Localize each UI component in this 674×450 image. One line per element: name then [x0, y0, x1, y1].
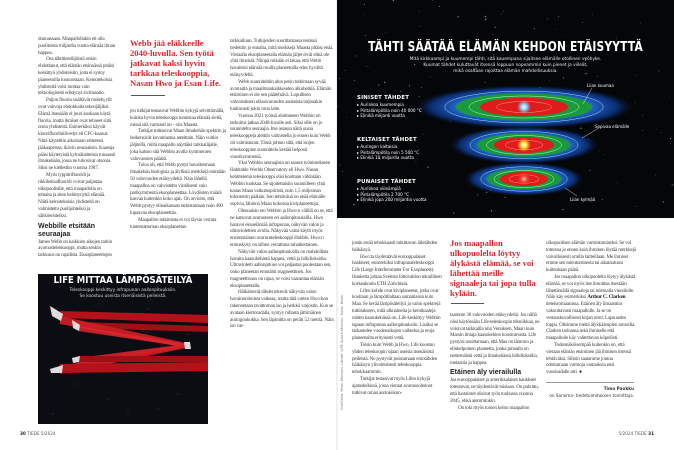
background-star — [339, 78, 340, 79]
star-fact: ▸ Pintalämpötila noin 40 000 °C — [357, 107, 422, 113]
divider — [451, 303, 484, 304]
highlighted-name: Arthur C. Clarken — [587, 294, 626, 301]
star-type-name: SINISET TÄHDET — [357, 95, 410, 101]
background-star — [563, 77, 564, 78]
paragraph: Lifen kohde ovat kiviplaneetat, jotka ovat kooltaan ja lämpötilaltaan samanlaisia kuin Maa. Se kerää lämpösäteilyä ja valon spektrejä tutkitakseen, mitä alkuaineita ja kemikaaleja niiden kaasukehässä on. Life keskittyy Webbin tapaan infrapunan aallonpituuksiin. Lisäksi se tarkastelee vuodenaikojen vaihtelua ja eroja planeetoilta erityisesti vettä. — [352, 287, 441, 342]
background-star — [393, 0, 394, 1]
background-star — [669, 97, 670, 98]
star-type-red — [357, 179, 427, 203]
background-star — [342, 171, 343, 172]
background-star — [415, 161, 416, 162]
background-star — [671, 143, 672, 144]
background-star — [417, 162, 418, 163]
paragraph: Jos maapallon ulkopuolelta löytyy älykästä elämää, se voi myös itse ilmoittaa itsestään lähettämällä signaaleja tai tulemalla vierailulle. Näin käy esimerkiksi — [546, 273, 636, 301]
background-star — [635, 206, 636, 207]
background-star — [655, 175, 656, 176]
red-star-system — [464, 162, 584, 196]
star-type-name: KELTAISET TÄHDET — [357, 137, 417, 143]
paragraph: Yksi Webbin seuraajista on saanut työnimekseen Habitable Worlds Observatory eli Hwo. Nasan kehittelemä teleskooppi olisi kooltaan vähintään Webbin luokkaa. Se sijoitettaisiin suunnilleen yhtä kauas Maan vaikutuspiiristä, noin 1,5 miljoonan kilometrin päähän. Sen tehtävänä on etsiä elämälle sopivia, lähinnä Maan kokoisia kiviplaneettoja. — [230, 160, 331, 208]
background-star — [565, 36, 566, 37]
background-star — [494, 27, 495, 28]
image-credit: Grafiikka: Peter Mohsen. Lähde: LIFE Space Mission. Kuva: Nasa — [340, 295, 344, 410]
background-star — [457, 16, 458, 17]
background-star — [672, 184, 673, 185]
star-fact: ▸ Aurinkoa viileämpiä — [357, 186, 401, 191]
star-fact: ▸ Auringon kaltaisia — [357, 144, 398, 149]
subtitle-line: Mitä kirkkaampi ja kuumempi tähti, sitä kauempana sijaitsee elämälle otollinen vyöhyke. — [409, 57, 602, 62]
background-star — [549, 80, 550, 81]
paragraph: Tulos oli, että Webb pystyi havaitsemaan ilmakehän biologisia ja älyllisiä merkkejä enintään 50 valovuoden etäisyydeltä. Näin lähellä maapalloa on vahvistettu virallisesti vain parikymmentä eksoplaneettaa. Löydösten määrä kasvaa kuitenkin koko ajan. On arvioitu, että Webb pystyy elinaikanaan tarkistamaan noin 400 lupaavaa eksoplaneettaa. — [130, 162, 226, 216]
paragraph: Toisin kuin Webb ja Hwo, Life koostuu yhden teleskoopin sijaan useista itsenäisistä peileistä. Ne pystyvät poistamaan emotähden häikäisyn ylivoittoisesti teleskooppia tehokkaammin. — [352, 341, 438, 376]
subtitle-line: mikä osaltaan rajoittaa elämän mahdollisuuksia. — [453, 69, 558, 74]
paragraph: Osa tähtitieteilijöistä onkin ehdottanut, että elämän etsinnässä pitäisi keskittyä yhdisteisiin, joita ei synny planeetoilla luonnostaan. Keinotekoisia yhdisteitä voisi tuottaa vain teknologisesti edistynyt sivilisaatio. — [38, 56, 115, 97]
infobox-subtitle — [38, 288, 208, 300]
background-star — [590, 170, 591, 171]
background-star — [603, 154, 604, 155]
background-star — [642, 115, 643, 116]
zone-label-good: Sopivaa elämälle — [595, 124, 630, 129]
magazine-name: TIEDE — [27, 431, 40, 436]
background-star — [580, 128, 581, 129]
end-mark: ● — [578, 369, 582, 376]
paragraph: Maapallon tutkimista ei voi täysin verrata tuntemattoman eksoplaneetan — [130, 216, 217, 230]
infographic-title: TÄHTI SÄÄTÄÄ ELÄMÄN KEHDON ETÄISYYTTÄ — [368, 40, 643, 55]
star-fact: ▸ Elinikä jopa 200 miljardia vuotta — [357, 197, 427, 203]
star-fact: ▸ Aurinkoa kuumempia — [357, 102, 404, 107]
background-star — [453, 212, 454, 213]
background-star — [419, 26, 420, 27]
page-number: 31 — [648, 431, 654, 436]
background-star — [663, 201, 664, 202]
background-star — [423, 134, 424, 135]
paragraph: tieteisromaanissa. Etäinen äly ilmaantuu vakuuttavasti maapallolle. Ja se on vertauskuvallisesti kirjan nimi: Lapsuuden loppu. Olisimme meitä älykkäämpien armoilla. Clarken tarinassa sekä ihmiselle että maapallolle käy valitettavan köpelösti. — [546, 301, 636, 342]
background-star — [642, 130, 643, 131]
paragraph: jostin estää tehokkaasti tutkittavan lähitähden häikäisyä. — [352, 240, 438, 253]
background-star — [339, 164, 340, 165]
background-star — [378, 84, 379, 85]
author-role: on Sanoma- tiedetoimituksen toimittaja. — [549, 392, 634, 398]
background-star — [421, 87, 422, 88]
paragraph: Vuonna 2021 työnsä aloittaneen Webbin on tarkoitus jatkaa 2040-luvulle asti. Siksi sille on jo suunniteltu seuraajia. Itse asiassa näitä uusia teleskooppeja alettiin valmistella jo ennen kuin Webb oli valmistunut. Tämä johtuu siitä, että isojen teleskooppien suunnittelu kestää helposti vuosikymmeniä. — [230, 112, 331, 160]
subtitle-line: Kuumat tähdet kuluttavat itsensä loppuun nopeammin kuin pienet ja viileät, — [423, 63, 588, 68]
background-star — [558, 16, 559, 17]
star-fact: ▸ Pintalämpötila 2 700 °C — [357, 191, 409, 197]
background-star — [661, 132, 662, 133]
background-star — [385, 32, 386, 33]
star-type-name: PUNAISET TÄHDET — [357, 179, 416, 185]
background-star — [345, 70, 346, 71]
habitable-zone-infographic — [337, 0, 674, 218]
paragraph: On toki myös toinen keino maapallon — [458, 404, 530, 411]
background-star — [491, 210, 492, 211]
star-fact: ▸ Pintalämpötila noin 5 500 °C — [357, 149, 420, 155]
left-column-1 — [38, 36, 116, 259]
paragraph: Tutkijat testasivat myös Lifen kykyjä ajatusleikissä, jossa vieraat avaruusolennot tutkivat omaa aurinkokun- — [352, 375, 433, 396]
infographic-subtitle — [357, 57, 654, 75]
star — [517, 100, 531, 114]
issue: 5/2024 — [40, 431, 56, 436]
byline — [546, 386, 634, 400]
background-star — [597, 76, 598, 77]
background-star — [346, 117, 347, 118]
background-star — [493, 34, 494, 35]
background-star — [384, 82, 385, 83]
background-star — [582, 22, 583, 23]
background-star — [602, 199, 603, 200]
right-column-2 — [450, 238, 541, 411]
paragraph: James Webb on kaikkien aikojen tarkin avaruusteleskooppi, mutta senkin tarkkuus on rajallista. Eksoplaneettojen — [38, 238, 113, 259]
right-page-footer — [618, 431, 654, 436]
background-star — [505, 197, 506, 198]
background-star — [562, 209, 563, 210]
background-star — [485, 82, 486, 83]
infobox-title: LIFE MITTAA LÄMPÖSÄTEILYÄ — [53, 275, 193, 286]
background-star — [617, 184, 618, 185]
background-star — [670, 138, 671, 139]
background-star — [635, 102, 636, 103]
section-heading: Webbille etsitään seuraajaa — [38, 222, 96, 238]
star-type-blue — [357, 95, 422, 119]
background-star — [592, 14, 593, 15]
background-star — [503, 11, 504, 12]
background-star — [477, 194, 478, 195]
star-fact: ▸ Elinikä miljardi vuotta — [357, 113, 405, 119]
paragraph: jen tutkijat testasivat Webbin kykyjä selvittämällä, kuinka hyvin teleskooppi tunnistaa elämää sieltä, missä sitä varmasti on – siis Maasta. — [130, 108, 225, 128]
star — [517, 138, 531, 152]
subtitle-line: Teleskooppi keskittyy infrapunan aallonpituuksiin. — [69, 288, 177, 293]
left-column-3 — [230, 38, 334, 330]
background-star — [354, 80, 355, 81]
magazine-name: TIEDE — [634, 431, 647, 436]
star-fact: ▸ Elinikä 10 miljardia vuotta — [357, 155, 414, 161]
yellow-star-system — [449, 126, 599, 164]
background-star — [366, 46, 367, 47]
background-star — [485, 16, 486, 17]
issue: 5/2024 — [618, 431, 634, 436]
paragraph: Näkyvän valon aallonpituuksilla on mahdollista havaita kaasukehästä happea, vettä ja hiilidioksidia. Ultravioletti aallonpituus voi paljastaa puolestaan sen, onko planeetan emotähti magneettinen. Jos magneettisuus on rajua, se voisi vaarantaa elämän eksoplaneetalla. — [230, 248, 332, 289]
right-column-1 — [352, 240, 442, 396]
paragraph: Hwo:ta täydentävät eurooppalaiset hankkeet, esimerkiksi infrapunateleskooppi Life (Large Interferometer For Exoplanets). Hanketta johtaa Sveitsin liittovaltion teknillinen korkeakoulu ETH Zürichissä. — [352, 253, 442, 287]
background-star — [364, 4, 365, 5]
paragraph: Webb suunniteltiin alun perin tutkimaan syvää avaruutta ja maailmankaikkeuden alkuhetkiä. Elämän etsiminen ei ole sen päätehtävä. Lopullisen vahvistuksen ulkoavaruuden asukeista tarjoaakin luultavasti jokin muu laite. — [230, 78, 332, 112]
left-page-footer — [20, 431, 56, 436]
background-star — [365, 15, 366, 16]
background-star — [400, 91, 401, 92]
star-type-yellow — [357, 137, 419, 161]
background-star — [501, 14, 502, 15]
background-star — [365, 35, 366, 36]
divider — [131, 95, 165, 96]
paragraph: taamme 30 valovuoden etäisyydeltä. Jos niillä olisi käytössään Life-teleskoopin tekniikkaa, ne voisivat tarkkailla niin Venuksen, Maan kuin Marsin ilmaja kaasukehien koostumusta. Life pystyisi osoittamaan, että Maa on lämmin ja elinkelpoinen planeetta, jonka pinnalla on nestemäistä vettä ja ilmakehässä hiilidioksidia, metaania ja happea. — [450, 312, 540, 366]
background-star — [353, 204, 354, 205]
pull-quote: Webb jää eläkkeelle 2040-luvulla. Sen työtä jatkavat kaksi hyvin tarkkaa teleskooppia, Nasan Hwo ja Esan Life. — [130, 38, 221, 88]
right-column-3 — [546, 240, 636, 400]
paragraph: Tutkijat mittasivat Maan ilmakehän spektrin ja heikensivät kuvanlaatua asteittain. Näin voitiin jäljitellä, miltä maapallo näyttäisi tarkkailijalle, joka katsoo sitä Webbin avulla kymmenien valovuosien päästä. — [130, 128, 226, 162]
zone-label-cold: Liian kylmää — [570, 197, 596, 202]
blue-star-system — [414, 85, 634, 129]
divider — [546, 382, 634, 383]
paragraph: tarkkailuun. Tutkijoiden suorittamassa testissä tiedettiin jo ennalta, mitä merkkejä Maasta pitäisi etsiä. Vieraalla eksoplaneetalla elämän jäljet eivät ehkä ole yhtä ilmeisiä. Niinpä mikään ei takaa, että Webb havaitsisi elämää muilla planeetoilla edes hyvältä etäisyydeltä. — [230, 38, 334, 78]
background-star — [547, 18, 548, 19]
paragraph: Olennaisin ero Webbin ja Hwo:n välillä on se, että ne katsovat avaruuteen eri aallonpituuksilla. Hwo haravoi eksoelämää infrapunan, näkyvän valon ja ultraviolettien avulla. Näkyvää valoa käytti myös ensimmäinen avaruusteleskooppi Hubble. Hwo:n erotuskyky on siihen verrattuna tuhatkertainen. — [230, 207, 333, 248]
background-star — [430, 77, 431, 78]
zone-label-hot: Liian kuumaa — [587, 83, 614, 88]
left-column-2 — [130, 38, 226, 230]
star — [517, 172, 531, 186]
subtitle-line: Se koostuu useista itsenäisistä peileistä. — [79, 294, 167, 299]
background-star — [658, 70, 659, 71]
life-infobox — [38, 274, 208, 424]
background-star — [485, 19, 486, 20]
background-star — [439, 6, 440, 7]
pull-quote: Jos maapallon ulkopuolelta löytyy älykästä elämää, se voi lähettää meille signaaleja tai jopa tulla kylään. — [450, 238, 536, 298]
background-star — [557, 29, 558, 30]
background-star — [656, 130, 657, 131]
paragraph: Paljon fluoria sisältävät molekyylit ovat vahvoja ehdokkaita teknojäljiksi. Elämä itsessään ei juuri koskaan käytä fluoria, mutta ihmiset ovat tehneet siitä omia yhdisteitä. Esimerkiksi käyvät kloorifluorihiilivedyt eli CFC-kaasut. Niitä käytettiin aikoinaan eristeenä jääkaapeissa, ikävin seurauksin. Kaasuja pääsi käytetyistä kylmälaitteista runsaasti ilmakehään, jossa ne tuhosivat otsonia. Siksi ne kiellettiin vuonna 1987. — [38, 97, 116, 172]
section-heading: Etäinen äly vierailulla — [450, 369, 522, 377]
background-star — [419, 11, 420, 12]
paragraph: Jos eurooppalaiset ja amerikkalaiset hankkeet toteutuvat, ne täydentävät toisiaan. On puhuttu, että luotaimet olisivat työn touhussa vuonna 2045, ehkä aiemminkin. — [450, 377, 539, 404]
paragraph: Häikäisevät tähdet tekevät näkyvän valon havainnoinnista vaikeaa, mutta tätä varten Hwo:hon rakennetaan tavattoman iso ja herkkä varjostin. Kun se avataan kiertoradalla, syntyy rullasta jättimäinen auringonkukka. Sen läpimitta on peräti 52 metriä. Näin iso var- — [230, 289, 334, 330]
background-star — [600, 151, 601, 152]
background-star — [640, 22, 641, 23]
paragraph: dunnassaan. Maapallollakin eti olla puolitoista miljardia vuotta elämää ilman happea. — [38, 36, 116, 56]
background-star — [427, 167, 428, 168]
paragraph: Myös typpitrifluoridi ja rikkiheksafluoridi voivat paljastaa ulkopuolisille, että maapallolla on tehtaita ja siten kehittynyttä elämää. Näitä keinotekoisia yhdisteitä on valmistettu puolijohteiksi ja sähköeristeiksi. — [38, 171, 106, 219]
author-name: Timo Paukku — [603, 385, 634, 391]
background-star — [409, 85, 410, 86]
background-star — [534, 28, 535, 29]
paragraph: Todennäköisempää kuitenkin on, että vieraan elämän etsiminen jää ihmisen itsensä tehtäväksi. Silloin saatamme joutua odottamaan varmoja vastauksia ensi vuosisadalle asti. — [546, 341, 631, 376]
page-number: 30 — [20, 431, 26, 436]
paragraph: ulkopuolisen elämän varmistamiseksi. Se voi toteutua jo ennen kuin ihminen löytää merkkejä vaivalloisesti omilla laitteillaan. Me ihmiset emme sen toteutumisesta tai aikataulusta kuitenkaan päätä. — [546, 240, 636, 274]
